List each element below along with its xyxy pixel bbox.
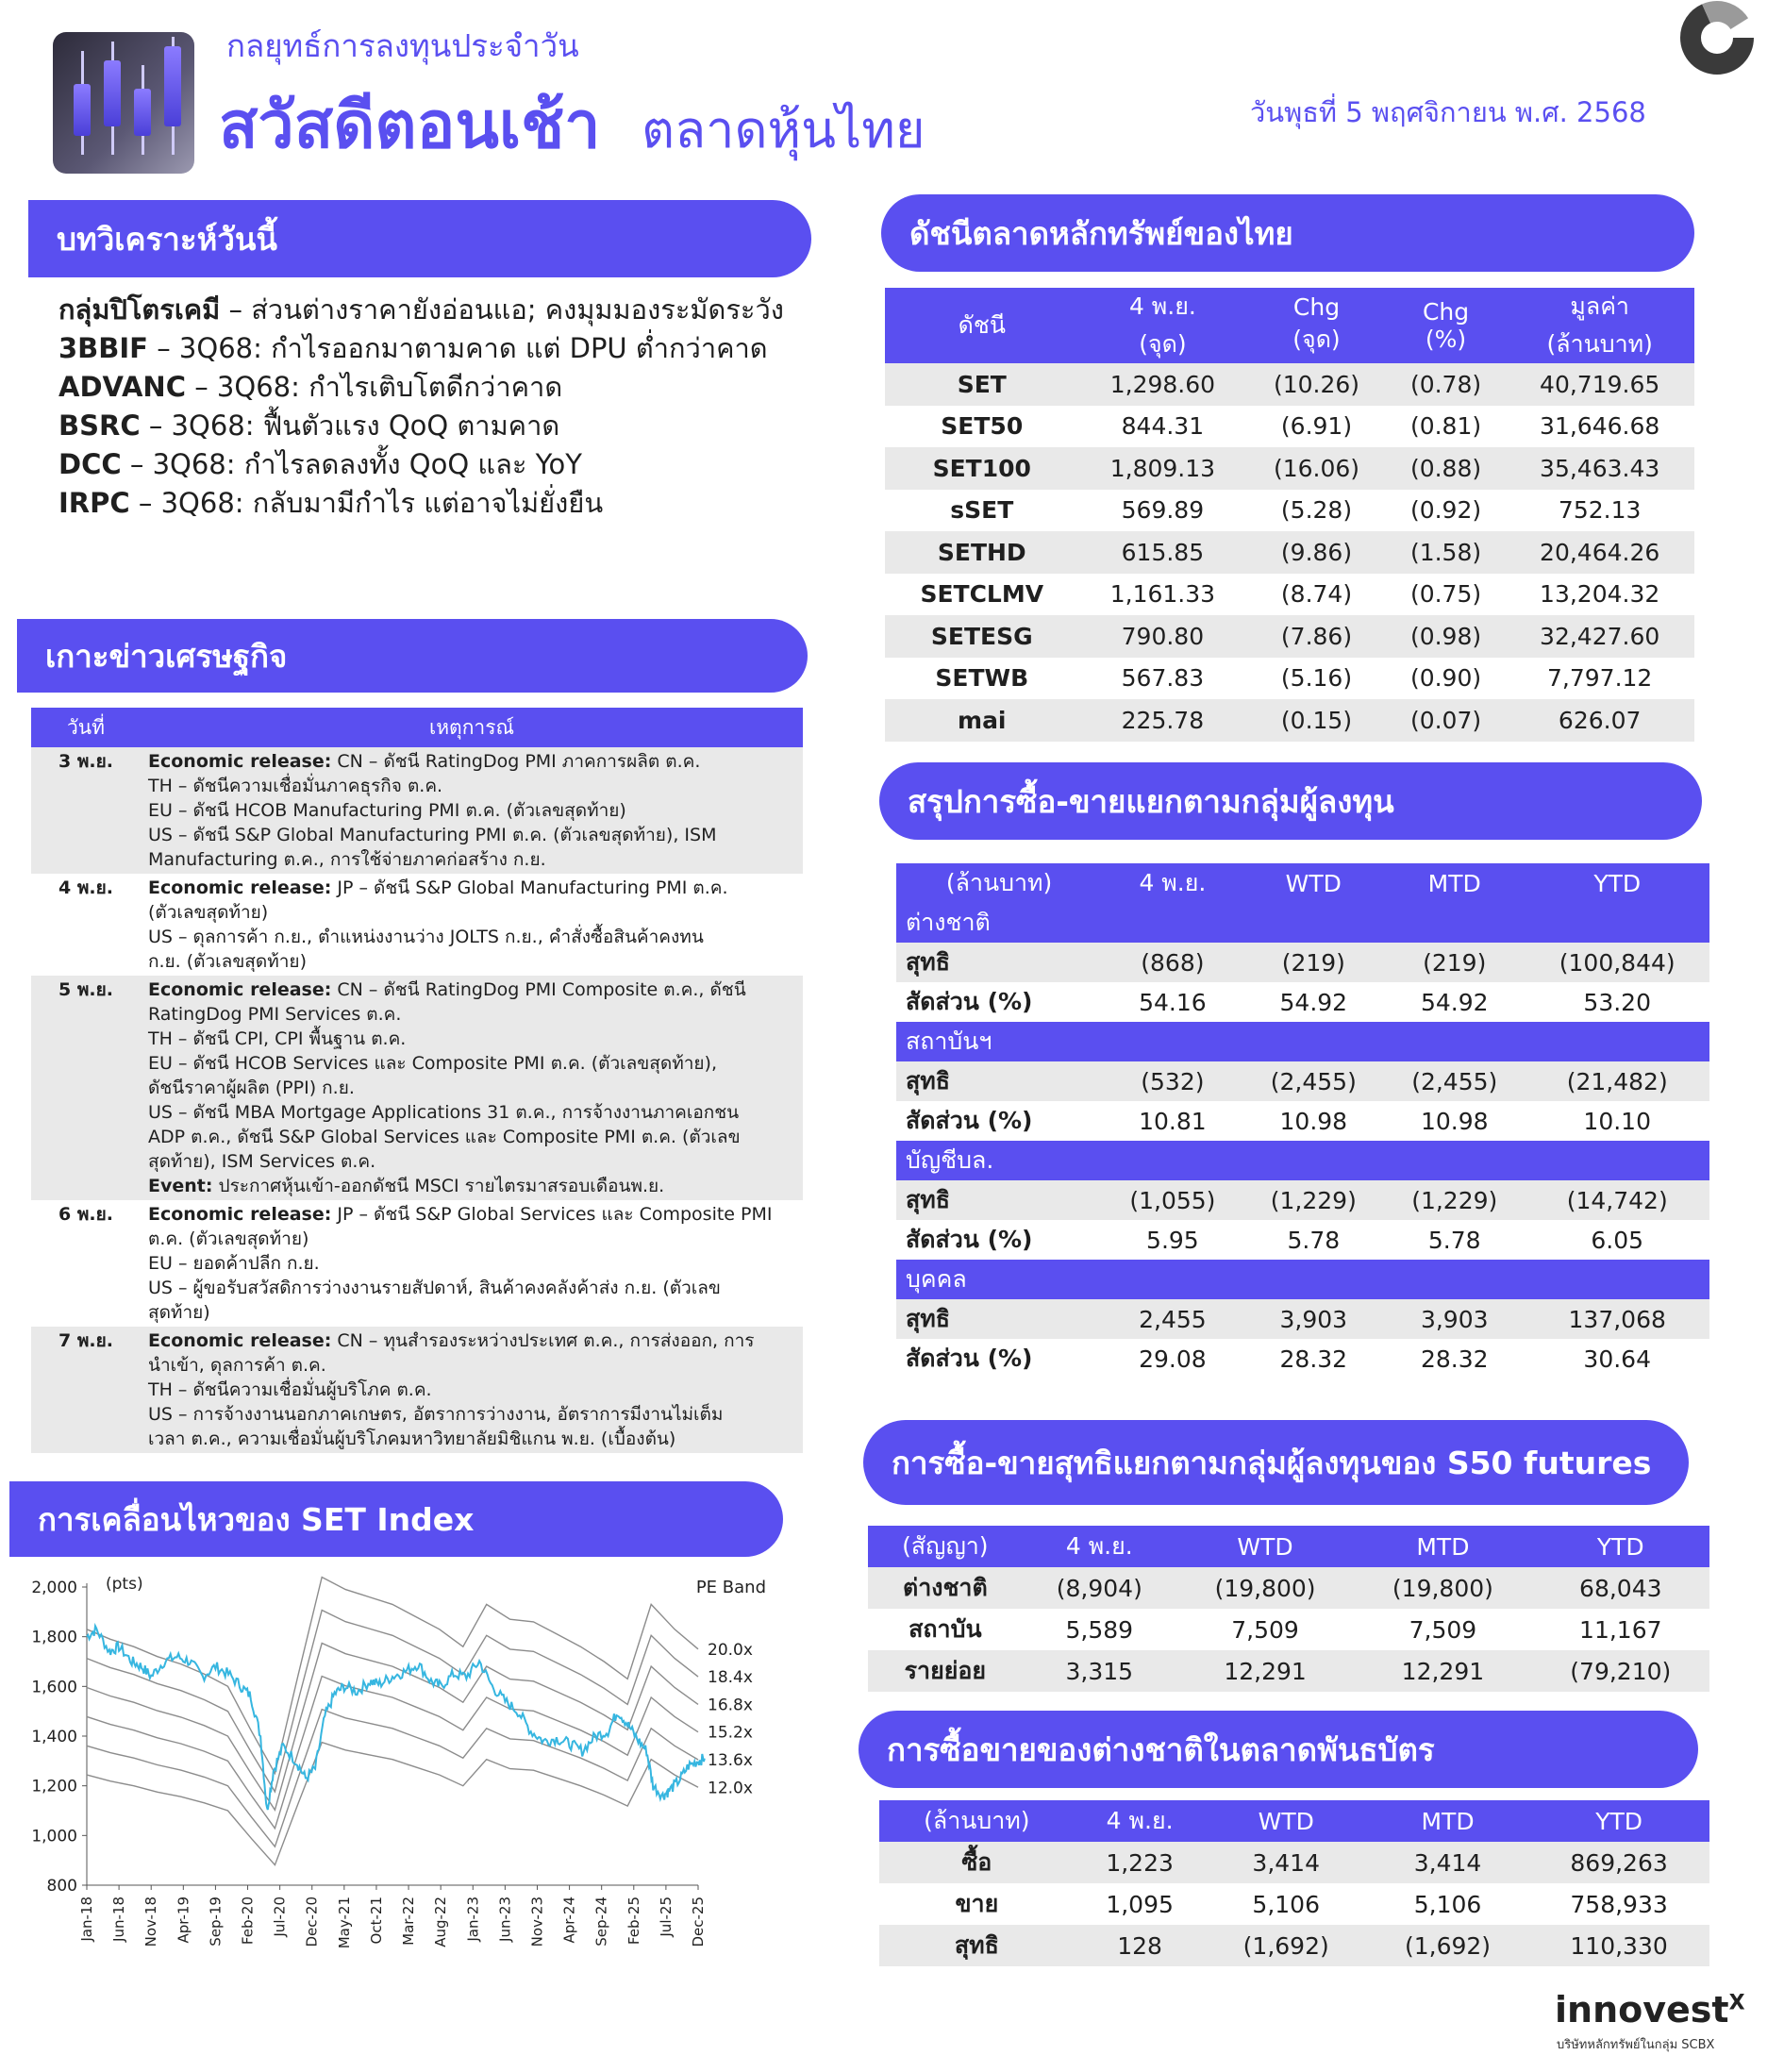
cell: 40,719.65: [1505, 363, 1694, 406]
cell: 1,809.13: [1079, 447, 1247, 490]
cell: 1,223: [1075, 1842, 1206, 1883]
cell: 567.83: [1121, 664, 1205, 693]
econ-event-line: Event: ประกาศหุ้นเข้า-ออกดัชนี MSCI รายไตรมาสรอบเดือนพ.ย.: [148, 1176, 665, 1196]
econ-event-line: TH – ดัชนีความเชื่อมั่นภาคธุรกิจ ต.ค.: [148, 776, 443, 796]
y-tick-label: 1,800: [31, 1628, 77, 1647]
row-label: สัดส่วน (%): [906, 1345, 1033, 1372]
x-tick-label: Mar-22: [400, 1897, 418, 1946]
pe-band-line: [87, 1677, 698, 1829]
econ-event-line: Economic release: JP – ดัชนี S&P Global Services และ Composite PMI: [148, 1204, 773, 1225]
x-tick-label: Jun-18: [110, 1897, 128, 1942]
econ-events: [141, 976, 803, 1200]
col-header: 4 พ.ย.: [1075, 1800, 1206, 1842]
cell: (19,800): [1176, 1567, 1354, 1609]
row-label: ขาย: [955, 1890, 999, 1917]
table-row: [896, 1061, 1709, 1101]
cell: (7.86): [1246, 615, 1387, 658]
cell: 7,797.12: [1547, 664, 1653, 693]
cell: (0.88): [1387, 447, 1506, 490]
table-row: [885, 615, 1694, 658]
brand-x-mark: X: [1728, 1991, 1745, 2015]
col-header: YTD: [1525, 863, 1709, 903]
cell: 128: [1075, 1925, 1206, 1966]
col-header: MTD: [1384, 863, 1525, 903]
econ-event-line: ดัชนีราคาผู้ผลิต (PPI) ก.ย.: [148, 1078, 355, 1098]
cell: 225.78: [1079, 699, 1247, 742]
cell: 7,509: [1409, 1615, 1477, 1644]
col-header: ดัชนี: [885, 288, 1079, 363]
cell: 10.10: [1583, 1107, 1651, 1135]
table-row: [879, 1925, 1709, 1966]
row-label: SET: [885, 363, 1079, 406]
x-tick-label: Feb-25: [625, 1897, 642, 1946]
table-row: [896, 982, 1709, 1022]
col-header: (ล้านบาท): [879, 1800, 1075, 1842]
pe-band-title: PE Band: [695, 1578, 766, 1597]
bond-table: [879, 1800, 1709, 1966]
row-label: สุทธิ: [896, 1180, 1102, 1220]
cell: 1,095: [1106, 1890, 1174, 1918]
cell: 32,427.60: [1505, 615, 1694, 658]
cell: 3,903: [1243, 1299, 1384, 1339]
col-header: WTD: [1206, 1800, 1367, 1842]
table-row: [896, 943, 1709, 982]
table-row: [868, 1567, 1709, 1609]
x-tick-label: Nov-23: [528, 1897, 546, 1947]
cell: (16.06): [1246, 447, 1387, 490]
futures-table-heading: การซื้อ-ขายสุทธิแยกตามกลุ่มผู้ลงทุนของ S50 futures: [863, 1420, 1689, 1505]
econ-day: 7 พ.ย.: [31, 1327, 141, 1453]
row-label: SETESG: [885, 615, 1079, 658]
cell: (1,692): [1206, 1925, 1367, 1966]
econ-event-line: ADP ต.ค., ดัชนี S&P Global Services และ Composite PMI ต.ค. (ตัวเลข: [148, 1127, 741, 1147]
econ-event-line: Economic release: JP – ดัชนี S&P Global Manufacturing PMI ต.ค.: [148, 877, 728, 898]
col-header: MTD: [1354, 1526, 1531, 1567]
col-header: YTD: [1528, 1800, 1709, 1842]
table-row: [896, 1180, 1709, 1220]
cell: 758,933: [1570, 1890, 1668, 1918]
econ-event-line: Manufacturing ต.ค., การใช้จ่ายภาคก่อสร้าง ก.ย.: [148, 849, 546, 870]
table-row: [868, 1609, 1709, 1650]
table-row: [868, 1650, 1709, 1692]
chart-units-label: (pts): [106, 1575, 143, 1594]
econ-event-line: Economic release: CN – ดัชนี RatingDog PMI Composite ต.ค., ดัชนี: [148, 979, 746, 1000]
col-header: 4 พ.ย. (จุด): [1079, 288, 1247, 363]
x-tick-label: Apr-24: [560, 1897, 578, 1944]
table-row: [885, 531, 1694, 574]
col-header: WTD: [1176, 1526, 1354, 1567]
analysis-item: 3BBIF – 3Q68: กำไรออกมาตามคาด แต่ DPU ต่ำกว่าคาด: [58, 332, 768, 364]
cell: 35,463.43: [1505, 447, 1694, 490]
pe-band-line: [87, 1710, 698, 1847]
cell: 5,589: [1065, 1615, 1134, 1644]
econ-row: [31, 1200, 803, 1327]
cell: 20,464.26: [1505, 531, 1694, 574]
cell: 5.78: [1287, 1226, 1341, 1254]
row-label: SET50: [941, 412, 1024, 441]
analysis-item: กลุ่มปิโตรเคมี – ส่วนต่างราคายังอ่อนแอ; คงมุมมองระมัดระวัง: [58, 293, 784, 326]
econ-calendar-table: [31, 708, 803, 1453]
y-tick-label: 1,000: [31, 1827, 77, 1846]
cell: (0.98): [1387, 615, 1506, 658]
y-tick-label: 1,600: [31, 1678, 77, 1697]
x-tick-label: Oct-21: [367, 1897, 385, 1945]
cell: 29.08: [1139, 1345, 1207, 1373]
table-row: [896, 1339, 1709, 1379]
group-row: [896, 1141, 1709, 1180]
y-tick-label: 800: [46, 1877, 77, 1896]
cell: (2,455): [1384, 1061, 1525, 1101]
cell: 3,414: [1206, 1842, 1367, 1883]
cell: (0.07): [1387, 699, 1506, 742]
table-row: [896, 1220, 1709, 1260]
row-label: สัดส่วน (%): [906, 1226, 1033, 1253]
group-row: [896, 1260, 1709, 1299]
cell: 752.13: [1558, 496, 1642, 525]
table-row: [879, 1883, 1709, 1925]
table-row: [885, 363, 1694, 406]
econ-event-line: US – ดัชนี MBA Mortgage Applications 31 ต.ค., การจ้างงานภาคเอกชน: [148, 1102, 740, 1123]
cell: 5.95: [1146, 1226, 1199, 1254]
cell: 869,263: [1528, 1842, 1709, 1883]
cell: (1,229): [1243, 1180, 1384, 1220]
analysis-item: ADVANC – 3Q68: กำไรเติบโตดีกว่าคาด: [58, 371, 563, 403]
econ-event-line: ก.ย. (ตัวเลขสุดท้าย): [148, 951, 307, 972]
row-label: SET100: [885, 447, 1079, 490]
econ-day: 6 พ.ย.: [58, 1204, 113, 1225]
x-tick-label: Dec-20: [303, 1897, 321, 1947]
analysis-item: DCC – 3Q68: กำไรลดลงทั้ง QoQ และ YoY: [58, 448, 582, 480]
cell: 5,106: [1413, 1890, 1482, 1918]
cell: (1,229): [1384, 1180, 1525, 1220]
row-label: sSET: [950, 496, 1014, 525]
cell: 615.85: [1079, 531, 1247, 574]
x-tick-label: Apr-19: [175, 1897, 192, 1944]
header-date: วันพุธที่ 5 พฤศจิกายน พ.ศ. 2568: [1250, 96, 1646, 128]
y-tick-label: 1,400: [31, 1728, 77, 1746]
cell: (532): [1102, 1061, 1242, 1101]
cell: (219): [1243, 943, 1384, 982]
cell: 10.81: [1139, 1107, 1207, 1135]
cell: 11,167: [1579, 1615, 1662, 1644]
col-header: มูลค่า (ล้านบาท): [1505, 288, 1694, 363]
row-label: สถาบัน: [909, 1615, 982, 1643]
cell: 10.98: [1420, 1107, 1489, 1135]
row-label: SETHD: [885, 531, 1079, 574]
x-tick-label: Jul-25: [657, 1897, 675, 1937]
pe-band-line: [87, 1611, 698, 1792]
econ-col-day: วันที่: [31, 708, 141, 747]
y-tick-label: 2,000: [31, 1579, 77, 1597]
econ-day: 4 พ.ย.: [58, 877, 113, 898]
econ-event-line: นำเข้า, ดุลการค้า ต.ค.: [148, 1355, 326, 1376]
cell: (1.58): [1387, 531, 1506, 574]
row-label: สุทธิ: [896, 1061, 1102, 1101]
corner-donut-icon: [1679, 0, 1755, 75]
investor-table-heading: สรุปการซื้อ-ขายแยกตามกลุ่มผู้ลงทุน: [879, 762, 1702, 840]
col-header: (สัญญา): [868, 1526, 1023, 1567]
group-label: บุคคล: [896, 1260, 1102, 1299]
pe-band-label: 15.2x: [708, 1723, 753, 1743]
group-row: [896, 1022, 1709, 1061]
y-tick-label: 1,200: [31, 1777, 77, 1796]
econ-event-line: TH – ดัชนี CPI, CPI พื้นฐาน ต.ค.: [148, 1028, 407, 1049]
econ-event-line: US – ดัชนี S&P Global Manufacturing PMI ต.ค. (ตัวเลขสุดท้าย), ISM: [148, 825, 717, 845]
table-row: [896, 1101, 1709, 1141]
econ-event-line: EU – ดัชนี HCOB Manufacturing PMI ต.ค. (ตัวเลขสุดท้าย): [148, 800, 626, 821]
row-label: mai: [885, 699, 1079, 742]
table-row: [885, 574, 1694, 616]
cell: 3,903: [1384, 1299, 1525, 1339]
cell: 10.98: [1279, 1107, 1348, 1135]
row-label: สุทธิ: [879, 1925, 1075, 1966]
econ-heading: เกาะข่าวเศรษฐกิจ: [17, 619, 808, 693]
econ-row: [31, 976, 803, 1200]
cell: 569.89: [1121, 496, 1205, 525]
header-title-sub: ตลาดหุ้นไทย: [642, 100, 925, 159]
cell: 6.05: [1591, 1226, 1644, 1254]
cell: 54.16: [1139, 988, 1207, 1016]
cell: (9.86): [1246, 531, 1387, 574]
econ-event-line: RatingDog PMI Services ต.ค.: [148, 1004, 402, 1025]
cell: (100,844): [1525, 943, 1709, 982]
pe-band-label: 20.0x: [708, 1640, 753, 1660]
col-header: YTD: [1532, 1526, 1709, 1567]
header-candlestick-logo: [53, 32, 194, 174]
table-row: [885, 447, 1694, 490]
group-row: [896, 903, 1709, 943]
econ-events: [141, 874, 803, 976]
x-tick-label: Nov-18: [142, 1897, 160, 1947]
footer-brand-sub: บริษัทหลักทรัพย์ในกลุ่ม SCBX: [1557, 2038, 1715, 2052]
econ-event-line: US – การจ้างงานนอกภาคเกษตร, อัตราการว่างงาน, อัตราการมีงานไม่เต็ม: [148, 1404, 724, 1425]
cell: 110,330: [1528, 1925, 1709, 1966]
col-header: MTD: [1367, 1800, 1528, 1842]
col-header: Chg (จุด): [1246, 288, 1387, 363]
cell: 12,291: [1354, 1650, 1531, 1692]
cell: (0.81): [1409, 412, 1482, 441]
cell: (10.26): [1246, 363, 1387, 406]
row-label: สุทธิ: [896, 943, 1102, 982]
cell: (0.75): [1409, 580, 1482, 609]
cell: (1,055): [1102, 1180, 1242, 1220]
bond-table-heading: การซื้อขายของต่างชาติในตลาดพันธบัตร: [859, 1711, 1698, 1788]
cell: (8,904): [1023, 1567, 1176, 1609]
econ-event-line: US – ดุลการค้า ก.ย., ตำแหน่งงานว่าง JOLTS ก.ย., คำสั่งซื้อสินค้าคงทน: [148, 927, 704, 947]
cell: 13,204.32: [1540, 580, 1660, 609]
row-label: ซื้อ: [879, 1842, 1075, 1883]
col-header: 4 พ.ย.: [1023, 1526, 1176, 1567]
econ-events: [141, 747, 803, 874]
cell: 68,043: [1532, 1567, 1709, 1609]
econ-day: 5 พ.ย.: [31, 976, 141, 1200]
row-label: สัดส่วน (%): [906, 1107, 1033, 1134]
cell: (79,210): [1532, 1650, 1709, 1692]
cell: (21,482): [1525, 1061, 1709, 1101]
investor-table: [896, 863, 1709, 1379]
pe-band-label: 18.4x: [708, 1668, 753, 1688]
cell: 1,161.33: [1109, 580, 1216, 609]
row-label: รายย่อย: [868, 1650, 1023, 1692]
econ-col-event: เหตุการณ์: [141, 708, 803, 747]
cell: (19,800): [1354, 1567, 1531, 1609]
cell: (8.74): [1280, 580, 1353, 609]
table-row: [885, 490, 1694, 532]
econ-event-line: (ตัวเลขสุดท้าย): [148, 902, 269, 923]
cell: (2,455): [1243, 1061, 1384, 1101]
row-label: ต่างชาติ: [868, 1567, 1023, 1609]
header-subtitle: กลยุทธ์การลงทุนประจำวัน: [226, 27, 579, 64]
x-tick-label: Feb-20: [239, 1897, 257, 1946]
cell: 3,315: [1023, 1650, 1176, 1692]
footer-brand: [1555, 1989, 1745, 2030]
col-header: 4 พ.ย.: [1102, 863, 1242, 903]
econ-event-line: EU – ดัชนี HCOB Services และ Composite PMI ต.ค. (ตัวเลขสุดท้าย),: [148, 1053, 717, 1074]
cell: 54.92: [1420, 988, 1489, 1016]
group-label: ต่างชาติ: [896, 903, 1102, 943]
cell: (5.28): [1280, 496, 1353, 525]
econ-row: [31, 874, 803, 976]
econ-event-line: ต.ค. (ตัวเลขสุดท้าย): [148, 1228, 309, 1249]
analysis-item: BSRC – 3Q68: ฟื้นตัวแรง QoQ ตามคาด: [58, 409, 560, 442]
set-index-chart: [19, 1566, 774, 1972]
pe-band-line: [87, 1644, 698, 1811]
econ-event-line: เวลา ต.ค., ความเชื่อมั่นผู้บริโภคมหาวิทยาลัยมิชิแกน พ.ย. (เบื้องต้น): [148, 1429, 676, 1449]
col-header: (ล้านบาท): [896, 863, 1102, 903]
group-label: สถาบันฯ: [896, 1022, 1102, 1061]
table-row: [896, 1299, 1709, 1339]
econ-row: [31, 747, 803, 874]
cell: 7,509: [1231, 1615, 1299, 1644]
cell: 626.07: [1505, 699, 1694, 742]
econ-event-line: Economic release: CN – ดัชนี RatingDog PMI ภาคการผลิต ต.ค.: [148, 751, 701, 772]
analysis-heading: บทวิเคราะห์วันนี้: [28, 200, 811, 277]
table-row: [885, 406, 1694, 448]
econ-events: [141, 1200, 803, 1327]
econ-event-line: สุดท้าย), ISM Services ต.ค.: [148, 1151, 376, 1172]
set-index-line: [87, 1626, 705, 1810]
cell: 30.64: [1583, 1345, 1651, 1373]
econ-event-line: TH – ดัชนีความเชื่อมั่นผู้บริโภค ต.ค.: [148, 1379, 432, 1400]
cell: (0.92): [1409, 496, 1482, 525]
row-label: SETWB: [935, 664, 1029, 693]
cell: (0.15): [1246, 699, 1387, 742]
pe-band-label: 16.8x: [708, 1696, 753, 1715]
cell: (14,742): [1525, 1180, 1709, 1220]
table-row: [885, 699, 1694, 742]
pe-band-label: 12.0x: [708, 1779, 753, 1798]
x-tick-label: Sep-24: [592, 1897, 610, 1947]
table-row: [885, 658, 1694, 700]
futures-table: [868, 1526, 1709, 1692]
econ-day: 3 พ.ย.: [31, 747, 141, 874]
econ-row: [31, 1327, 803, 1453]
cell: (5.16): [1280, 664, 1353, 693]
cell: 790.80: [1079, 615, 1247, 658]
analysis-list: [58, 291, 813, 523]
x-tick-label: May-21: [335, 1897, 353, 1949]
x-tick-label: Jun-23: [496, 1897, 514, 1942]
col-header: Chg (%): [1387, 288, 1506, 363]
cell: 137,068: [1525, 1299, 1709, 1339]
econ-event-line: US – ผู้ขอรับสวัสดิการว่างงานรายสัปดาห์, สินค้าคงคลังค้าส่ง ก.ย. (ตัวเลข: [148, 1278, 721, 1298]
cell: (868): [1102, 943, 1242, 982]
econ-event-line: Economic release: CN – ทุนสำรองระหว่างประเทศ ต.ค., การส่งออก, การ: [148, 1330, 755, 1351]
x-tick-label: Aug-22: [432, 1897, 450, 1947]
x-tick-label: Jan-18: [78, 1897, 95, 1942]
x-tick-label: Dec-25: [690, 1897, 707, 1947]
analysis-item: IRPC – 3Q68: กลับมามีกำไร แต่อาจไม่ยั่งยืน: [58, 487, 604, 519]
pe-band-line: [87, 1743, 698, 1865]
cell: 1,298.60: [1079, 363, 1247, 406]
set-chart-heading: การเคลื่อนไหวของ SET Index: [9, 1481, 783, 1557]
cell: 28.32: [1420, 1345, 1489, 1373]
row-label: สัดส่วน (%): [906, 988, 1033, 1015]
cell: 3,414: [1367, 1842, 1528, 1883]
brand-name: innovest: [1555, 1989, 1729, 2030]
econ-event-line: สุดท้าย): [148, 1302, 210, 1323]
x-tick-label: Jan-23: [464, 1897, 482, 1942]
cell: (1,692): [1367, 1925, 1528, 1966]
col-header: WTD: [1243, 863, 1384, 903]
econ-events: [141, 1327, 803, 1453]
group-label: บัญชีบล.: [896, 1141, 1102, 1180]
cell: 28.32: [1279, 1345, 1348, 1373]
cell: 53.20: [1583, 988, 1651, 1016]
cell: 844.31: [1121, 412, 1205, 441]
econ-event-line: EU – ยอดค้าปลีก ก.ย.: [148, 1253, 320, 1274]
table-row: [879, 1842, 1709, 1883]
x-tick-label: Sep-19: [207, 1897, 225, 1947]
cell: 12,291: [1176, 1650, 1354, 1692]
row-label: สุทธิ: [896, 1299, 1102, 1339]
cell: 31,646.68: [1540, 412, 1660, 441]
index-table: [885, 288, 1694, 742]
index-table-heading: ดัชนีตลาดหลักทรัพย์ของไทย: [881, 194, 1694, 272]
cell: (219): [1384, 943, 1525, 982]
cell: 5,106: [1252, 1890, 1320, 1918]
pe-band-label: 13.6x: [708, 1751, 753, 1771]
cell: 5.78: [1427, 1226, 1481, 1254]
cell: 54.92: [1279, 988, 1348, 1016]
cell: 2,455: [1102, 1299, 1242, 1339]
cell: (6.91): [1280, 412, 1353, 441]
row-label: SETCLMV: [920, 580, 1044, 609]
cell: (0.90): [1409, 664, 1482, 693]
cell: (0.78): [1387, 363, 1506, 406]
x-tick-label: Jul-20: [271, 1897, 289, 1937]
header-title-main: สวัสดีตอนเช้า: [219, 89, 601, 163]
